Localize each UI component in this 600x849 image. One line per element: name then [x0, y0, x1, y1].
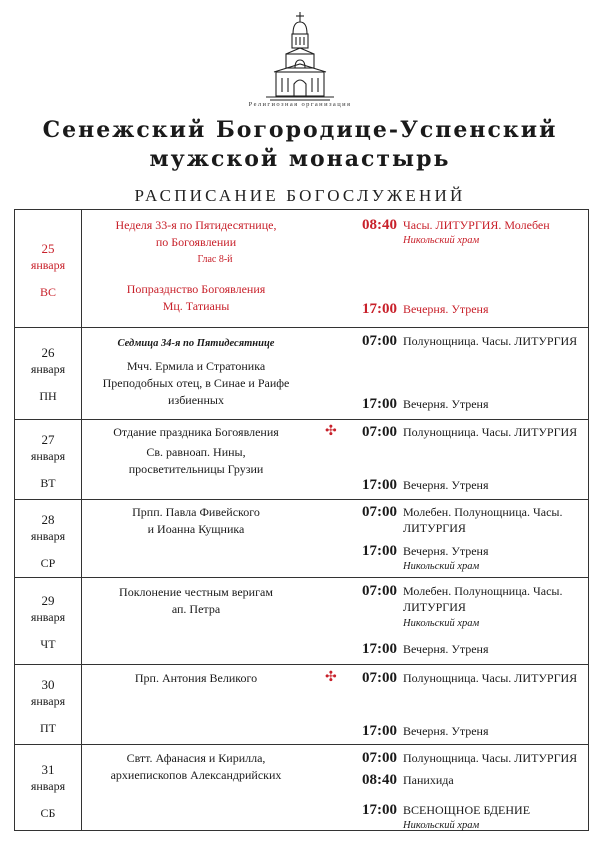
table-row: 25 января ВС Неделя 33-я по Пятидесятнице, по Богоявлении Глас 8-й Попразднство Богоявления Мц. Татианы 08:40 Часы. ЛИТУРГИЯ. Молебен Никольский храм 17:00 Вечерня. Утреня [15, 210, 588, 327]
monastery-name-line1: Сенежский Богородице-Успенский [42, 117, 558, 143]
feast-title: Поклонение честным веригам ап. Петра [119, 585, 273, 616]
red-cross-icon: ✣ [325, 670, 337, 685]
date-cell: 29 января ЧТ [30, 593, 66, 651]
table-row: 29 января ЧТ Поклонение честным веригам ап. Петра 07:00 Молебен. Полунощница. Часы. ЛИТУРГИЯ Никольский храм 17:00 Вечерня. Утреня [15, 577, 588, 664]
table-row: 31 января СБ Свтт. Афанасия и Кирилла, архиепископов Александрийских 07:00 Полунощница. Часы. ЛИТУРГИЯ 08:40 Панихида 17:00 ВСЕНОЩНОЕ БДЕНИЕ Никольский храм [15, 744, 588, 830]
date-cell: 28 января СР [30, 512, 66, 570]
monastery-name-line2: мужской монастырь [149, 146, 451, 172]
monastery-church-icon [262, 10, 338, 102]
table-row: 28 января СР Прпп. Павла Фивейского и Иоанна Кущника 07:00 Молебен. Полунощница. Часы. ЛИТУРГИЯ 17:00 Вечерня. Утреня Никольский храм [15, 499, 588, 577]
feast-title: Прп. Антония Великого [134, 671, 258, 685]
red-cross-icon: ✣ [325, 424, 337, 439]
feast-title: Мчч. Ермила и Стратоника Преподобных отец, в Синае и Раифе избиенных [102, 359, 290, 407]
organization-type-label: Религиозная организация [248, 101, 352, 108]
schedule-table [14, 209, 589, 831]
table-row: 27 января ВТ Отдание праздника Богоявления Св. равноап. Нины, просветительницы Грузии ✣ 07:00 Полунощница. Часы. ЛИТУРГИЯ 17:00 Вечерня. Утреня [15, 419, 588, 499]
feast-title: Попразднство Богоявления Мц. Татианы [126, 282, 266, 313]
feast-title: Свтт. Афанасия и Кирилла, архиепископов Александрийских [110, 751, 282, 782]
date-cell: 30 января ПТ [30, 677, 66, 735]
page-title: РАСПИСАНИЕ БОГОСЛУЖЕНИЙ [134, 186, 466, 205]
date-cell: 27 января ВТ [30, 432, 66, 490]
date-cell: 25 января ВС [30, 241, 66, 299]
date-cell: 31 января СБ [30, 762, 66, 820]
date-cell: 26 января ПН [30, 345, 66, 403]
week-label: Седмица 34-я по Пятидесятнице [117, 338, 275, 349]
table-row: 26 января ПН Седмица 34-я по Пятидесятнице Мчч. Ермила и Стратоника Преподобных отец, в Синае и Раифе избиенных 07:00 Полунощница. Часы. ЛИТУРГИЯ 17:00 Вечерня. Утреня [15, 327, 588, 419]
glas-label: Глас 8-й [197, 254, 233, 265]
feast-title: Отдание праздника Богоявления Св. равноап. Нины, просветительницы Грузии [113, 425, 279, 476]
feast-title: Неделя 33-я по Пятидесятнице, по Богоявлении [115, 218, 277, 249]
feast-title: Прпп. Павла Фивейского и Иоанна Кущника [132, 505, 260, 536]
table-row: 30 января ПТ Прп. Антония Великого ✣ 07:00 Полунощница. Часы. ЛИТУРГИЯ 17:00 Вечерня. Утреня [15, 664, 588, 744]
